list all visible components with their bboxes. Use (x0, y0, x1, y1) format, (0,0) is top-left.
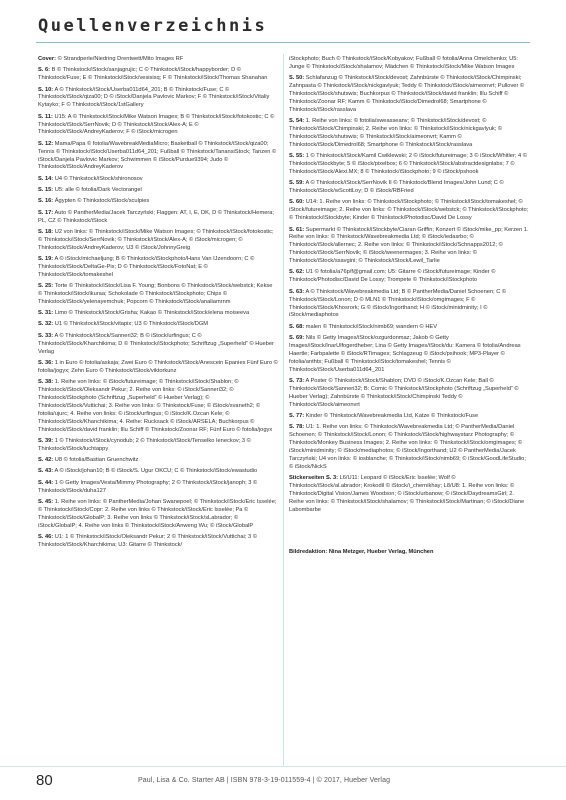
entry-label: S. 12: (38, 140, 54, 147)
entry-label: S. 61: (289, 226, 305, 233)
page-title: Quellenverzeichnis (38, 16, 268, 36)
source-entry (38, 176, 278, 184)
source-entry (38, 468, 278, 476)
entry-label: S. 73: (289, 377, 305, 384)
entry-text: A © Thinkstock/Wavebreakmedia Ltd; B © PantherMedia/Daniel Schoenen; C © Thinkstock/iStock/Lonon; D © MLN1 © Thinkstock/iStock/omgimages; F © Thinkstock/iStock/Khosrork; G © iStock/Ingorthand; H © iStock/minidminity; I © iStock/mediaphotos (289, 288, 507, 319)
entry-label: S. 11: (38, 113, 53, 120)
entry-label: S. 18: (38, 228, 54, 235)
entry-label: S. 46: (38, 533, 54, 540)
entry-text: Nils © Getty Images/iStock/ozgurdonmaz; Jakob © Getty Images/iStock/InarUlfogerdheber; Lina © Getty Images/iStock/du: Kamera © fotolia/Andreas Haertle; Farbpalette © iStock/RTimages; Schlagzeug © iStock/psihook; MP3-Player © fotolia/anthts; Fußball © Thinkstock/iStock/tomakeshel; Tennis © Thinkstock/iStock/Userba011d64_201 (289, 335, 521, 373)
entry-label: S. 68: (289, 323, 305, 330)
source-entry (38, 114, 278, 138)
source-entry (289, 289, 529, 321)
source-entry (38, 87, 278, 111)
entry-text: Kinder © Thinkstock/Wavebreakmedia Ltd, Katze © Thinkstock/Fuse (304, 412, 479, 419)
entry-label: S. 63: (289, 288, 305, 295)
entry-label: S. 50: (289, 75, 305, 82)
title-divider (36, 42, 530, 43)
source-entry (289, 475, 529, 515)
entry-label: S. 17: (38, 209, 54, 216)
entry-label: S. 78: (289, 424, 305, 431)
source-entry (289, 118, 529, 150)
entry-text: Torte © Thinkstock/iStock/Lisa F. Young; Bonbons © Thinkstock/iStock/webstck; Kekse © Thinkstock/iStock/ikuraa; Schokolade © Thinkstock/iStockphoto; Chips © Thinkstock/iStock/yelenayemchuk; Popcorn © Thinkstock/iStock/analiamrnm (38, 283, 273, 305)
source-entry (289, 324, 529, 332)
page-number: 80 (36, 772, 53, 789)
source-entry (289, 180, 529, 196)
entry-label: Stickerseiten S. 3: (289, 475, 338, 482)
entry-text: © Strandperle/Niedring Drentwett/Mito Images RF (56, 56, 184, 62)
entry-label: S. 60: (289, 199, 305, 206)
entry-label: S. 42: (38, 457, 54, 463)
entry-text: U1 © fotolia/a76p/f@gmail.com; U5: Gitarre © iStock/futureimage; Kinder © Thinkstock/Photodisc/David De Lossy; Trompete © Thinkstock/iStockphoto (289, 269, 496, 284)
source-entry (38, 229, 278, 253)
entry-label: S. 59: (289, 180, 305, 187)
entry-text: U15: A © Thinkstock/iStock/Mike Watson Images; B © Thinkstock/iStock/fotokostic; C © Thinkstock/iStock/SerrNovik; D © Thinkstock/iStock/Alex-A; E © Thinkstock/iStock/AndreyKaderov; F © iStock/microgen (38, 113, 275, 136)
entry-label: S. 38: (38, 379, 54, 386)
source-entry (38, 283, 278, 307)
entry-label: Cover: (38, 56, 57, 62)
source-entry (38, 256, 278, 280)
entry-text: A © Thinkstock/iStock/SerrNovik II © Thinkstock/Blend Images/John Lund; C © Thinkstock/iStock/wScottLoy; D © iStock/RBFried (289, 180, 504, 195)
entry-text: Mama/Papa © fotolia/WavebreakMediaMicro; Basketball © Thinkstock/iStock/qiza00; Tennis © Thinkstock/iStock/Userba011d64_201; Fußball © Thinkstock/TanansiStock; Tanzen © iStock/Danjela Pavlovic Markov; Schwimmen © iStock/Purdue9394; Judo © Thinkstock/iStock/AndreyKaderov (38, 140, 277, 171)
entry-label: S. 45: (38, 498, 54, 505)
entry-text: U4 © Thinkstock/iStock/shironosov (53, 175, 143, 182)
source-entry (38, 438, 278, 454)
source-entry (289, 269, 529, 285)
source-entry (38, 499, 278, 531)
entry-text: 1 © Thinkstock/iStock/cynodub; 2 © Thinkstock/iStock/Tenselko Ieneckov; 3 © Thinkstock/iStock/luchtappy (38, 437, 251, 452)
footer-divider (0, 766, 566, 767)
source-entry (38, 321, 278, 329)
entry-label: S. 77: (289, 412, 305, 419)
source-entry (289, 227, 529, 267)
source-entry (289, 75, 529, 115)
entry-text: iStockphoto; Buch © Thinkstock/iStock/Kobyakov; Fußball © fotolia/Anna Omelchenko; U5: Junge © Thinkstock/iStock/shalamov; Mädchen © Thinkstock/iStock/Mike Watson Images (289, 56, 518, 70)
source-entry (38, 210, 278, 226)
column-divider (283, 54, 284, 766)
entry-label: S. 15: (38, 187, 54, 194)
entry-text: U1: 1 © Thinkstock/iStock/Oleksandr Pekur; 2 © Thinkstock/iStock/Vuttichai; 3 © Thinkstock/iStock/Kharchikima; U3: Gitarre © Thinkstock/ (38, 533, 257, 548)
left-column (38, 56, 278, 553)
entry-label: S. 54: (289, 118, 305, 125)
entry-label: S. 62: (289, 269, 305, 276)
entry-text: A © Thinkstock/iStock/Userba011d64_201; B © Thinkstock/Fuse; C © Thinkstock/iStock/qiza00; D © iStock/Danjela Pavlovic Markov; F © Thinkstock/iStock/Vitaliy Kytayko; F © Thinkstock/iStock/1stGallery (38, 86, 270, 109)
entry-text: A © iStock/michaeljung; B © Thinkstock/iStockphoto/Hans Van IJzendoorn; C © Thinkstock/iStock/DeltaGe-Pix; D © Thinkstock/iStock/FotoNat; E © Thinkstock/iStock/tomakeshel (38, 255, 255, 278)
entry-label: S. 6: (38, 67, 51, 74)
image-editor-credit: Bildredaktion: Nina Metzger, Hueber Verlag, München (289, 548, 434, 555)
entry-label: S. 69: (289, 335, 305, 341)
entry-text: U5: alle © fotolia/Dark Vectorangel (53, 187, 142, 194)
entry-text: Auto © PantherMedia/Jacek Tarczyński; Flaggen: AT, I, E, DK, D © Thinkstock/Hemera; PL, CZ © Thinkstock/iStock (38, 209, 274, 224)
entry-label: S. 44: (38, 479, 54, 486)
entry-label: S. 43: (38, 468, 54, 475)
entry-text: 1 © Thinkstock/iStock/Kamil Cwiklewski; 2 © iStock/futureimage; 3 © iStock/Whitler; 4 © Thinkstock/iStockbyte; 5 © iStock/pixelbox; 6 © Thinkstock/iStock/abstractdesignlabs; 7 © Thinkstock/iStock/Alexi.MX; 8 © Thinkstock/iStockphoto; 9 © iStock/pshook (289, 153, 527, 175)
entry-text: A © Thinkstock/iStock/Sanneri32; B © iStock/urfingus; C © Thinkstock/iStock/Kharchikima; D © Thinkstock/iStockphoto; Schriftzug „Superheld“ © Hueber Verlag (38, 332, 274, 355)
source-entry (289, 335, 529, 375)
entry-text: Ägypten © Thinkstock/iStock/sculpies (53, 198, 150, 205)
entry-label: S. 39: (38, 437, 54, 444)
entry-label: S. 19: (38, 255, 54, 262)
entry-text: B © Thinkstock/iStock/sanjagrujic; C © Thinkstock/iStock/happyborder; D © Thinkstock/Fuse; E © Thinkstock/iStock/vesisisq; F © Thinkstock/iStock/Thomas Shanahan (38, 67, 268, 82)
source-entry (289, 153, 529, 177)
entry-text: 1 in Euro © fotolia/askaja; Zwei Euro © Thinkstock/iStock/Anescein Epanies Fünf Euro © fotolia/jogyx; Zehn Euro © Thinkstock/iStock/viktorkunz (38, 359, 278, 374)
source-entry (38, 56, 278, 64)
entry-text: A © iStock/johan10; B © iStock/S. Ugur OKCU; C © Thinkstock/iStock/ewastudio (53, 468, 258, 475)
source-entry (289, 378, 529, 410)
source-entry (38, 187, 278, 195)
source-entry (38, 67, 278, 83)
entry-text: malen © Thinkstock/iStock/nimb69; wandern © HEV (304, 323, 438, 330)
entry-text: U8 © fotolia/Bastian Gruenchwitz (53, 457, 139, 463)
entry-text: U1 © Thinkstock/iStock/vitapix; U3 © Thinkstock/iStock/DGM (53, 321, 209, 328)
source-entry (38, 457, 278, 465)
entry-text: 1. Reihe von links: © fotolia/sweasseanv; © Thinkstock/iStock/devost; © Thinkstock/iStock/Chimpinski; 2. Reihe von links: © Thinkstock/iStock/nickgavlyuk; © Thinkstock/iStock/shutswis; © Thinkstock/iStock/aimeonvrt; Kamm © Thinkstock/iStock/Dimedrol68; Smartphone © Thinkstock/iStock/rasslava (289, 118, 503, 148)
entry-text: A Poster © Thinkstock/iStock/Shablon; DVD © iStock/K.Ozcan Kele; Ball © Thinkstock/iStock/Sanneri32; B: Comic © Thinkstock/iStockphoto (Schriftzug „Superheld“ © Hueber Verlag); Zahnbürste © Thinkstock/iStock/Chimpinski Teddy © Thinkstock/iStock/aimeonvrt (289, 377, 519, 408)
right-column (289, 56, 529, 557)
entry-label: S. 31: (38, 310, 54, 317)
entry-label: S. 14: (38, 175, 54, 182)
source-entry (38, 333, 278, 357)
source-entry (38, 141, 278, 173)
entry-text: 1. Reihe von links: © iStock/futureimage; © Thinkstock/iStock/Shablon; © Thinkstock/iStock/Oleksandr Pekur; 2. Reihe von links: © iStock/Sanneri32; © Thinkstock/iStockphoto (Schriftzug „Superheld“ © Hueber Verlag); © Thinkstock/iStock/Vuttichai; 3. Reihe von links: © Thinkstock/Fuse; © iStock/svaneth2; © fotolia/ujurc; 4. Reihe von links: © iStock/urfingus; © iStock/K.Ozcan Kele; © Thinkstock/iStock/Khanchikima; 4. Reihe: Rucksack © iStock/ARSELA; Buchkorpus © Thinkstock/iStock/david franklin; Illu Schiff © Thinkstock/Zoonar RF; Fünf Euro © fotolia/jogyx (38, 379, 273, 433)
entry-text: Schlafanzug © Thinkstock/iStock/devost; Zahnbürste © Thinkstock/iStock/Chimpinski; Zahnpasta © Thinkstock/iStock/nickgavlyuk; Teddy © Thinkstock/iStock/aimeonvrt; Pullover © Thinkstock/iStock/shutswis; Buchkorpus © Thinkstock/iStock/david franklin; Illu Schiff © Thinkstock/Zoonar RF; Kamm © Thinkstock/iStock/Dimedrol68; Smartphone © Thinkstock/iStock/rasslava (289, 75, 525, 113)
source-entry (38, 198, 278, 206)
entry-text: 1. Reihe von links: © PantherMedia/Johan Swanepoel; © Thinkstock/iStock/Eric Isselée; © Thinkstock/iStock/Copr: 2. Reihe von links © Thinkstock/iStock/Eric Isselée; Pa © Thinkstock/iStock/GlobalP; 3. Reihe von links © Thinkstock/iStock/sLabrador; © iStock/GlobalP; 4. Reihe von links © Thinkstock/iStock/Anweng Wu; © iStock/GlobalP (38, 498, 277, 529)
source-entry (38, 310, 278, 318)
entry-text: Limo © Thinkstock/iStock/Grisha; Kakao © Thinkstock/iStock/elena moiseeva (53, 310, 250, 317)
source-entry (38, 360, 278, 376)
entry-text: 1 © Getty Images/Vesta/Mimmy Photography; 2 © Thinkstock/iStock/janoph; 3 © Thinkstock/iStock/duha127 (38, 479, 258, 494)
entry-text: U2 von links: © Thinkstock/iStock/Mike Watson Images; © Thinkstock/iStock/fotokostic; © Thinkstock/iStock/SerrNovik; © Thinkstock/iStock/Alex-A; © iStock/microgen; © Thinkstock/iStock/AndreyKaderov; U3 © iStock/JohnnyGreig (38, 228, 274, 251)
entry-label: S. 33: (38, 332, 54, 339)
entry-label: S. 55: (289, 153, 305, 160)
entry-text: Supermarkt © Thinkstock/iStockbyte/Ciaran Griffin; Konzert © iStock/mike_pp; Kerzen 1. Reihe von links: © Thinkstock/Wavebreakmedia Ltd; © iStock/iedasrbo; © Thinkstock/iStock/allernec; 2. Reihe von links: © Thinkstock/iStock/Schnapps2012; © Thinkstock/iStock/SerrNovik; © iStock/weenermages; 3. Reihe von links: © Thinkstock/iStock/ssavgini; © Thinkstock/iStock/Lewil_Tarlie (289, 226, 529, 265)
entry-text: L6/U11: Leopard © iStock/Eric Isselée; Wolf © Thinkstock/iStock/al.abrador; Krokodil © iStock/i_chernikhay; L8/U8: 1. Reihe von links: © Thinkstock/Digital Vision/James Woodson; © iStock/urbanow; © iStock/DaydreamsGirl; 2. Reihe von links: © Thinkstock/iStock/shalamov; © Thinkstock/iStock/Martinan; © iStock/Diane Labombarbe (289, 475, 525, 513)
source-entry (38, 534, 278, 550)
source-entry (289, 424, 529, 471)
source-entry (289, 56, 529, 72)
entry-text: U14: 1. Reihe von links: © Thinkstock/iStockphoto; © Thinkstock/iStock/tomakeshel; © iStock/futureimage; 2. Reihe von links: © Thinkstock/iStock/webstck; © Thinkstock/iStockphoto; © Thinkstock/iStockbyte; Kinder © Thinkstock/Photodisc/David De Lossy (289, 199, 529, 222)
entry-label: S. 25: (38, 283, 54, 290)
entry-label: S. 32: (38, 321, 54, 328)
source-entry (38, 480, 278, 496)
source-entry (289, 413, 529, 421)
entry-label: S. 36: (38, 359, 54, 366)
source-entry (38, 379, 278, 434)
source-entry (289, 199, 529, 223)
entry-label: S. 16: (38, 198, 54, 205)
entry-text: U1: 1. Reihe von links: © Thinkstock/Wavebreakmedia Ltd; © PantherMedia/Daniel Schoenen; © Thinkstock/iStock/Lonon; © Thinkstock/iStock/highwaystarz Photography; © Thinkstock/Monkey Business Images; 2. Reihe von links: © Thinkstock/iStock/omgimages; © iStock/minidminity; © iStock/mediaphotos; © iStock/Ingorthand; U2 © PantherMedia/Jacek Tarczyński; U4 von links: © iosblanche; © Thinkstock/iStock/nimb69; © iStock/GoodLifeStudio; © iStock/NickS (289, 424, 526, 470)
entry-label: S. 10: (38, 86, 54, 93)
footer-text: Paul, Lisa & Co. Starter AB | ISBN 978-3-19-011559-4 | © 2017, Hueber Verlag (138, 777, 391, 784)
